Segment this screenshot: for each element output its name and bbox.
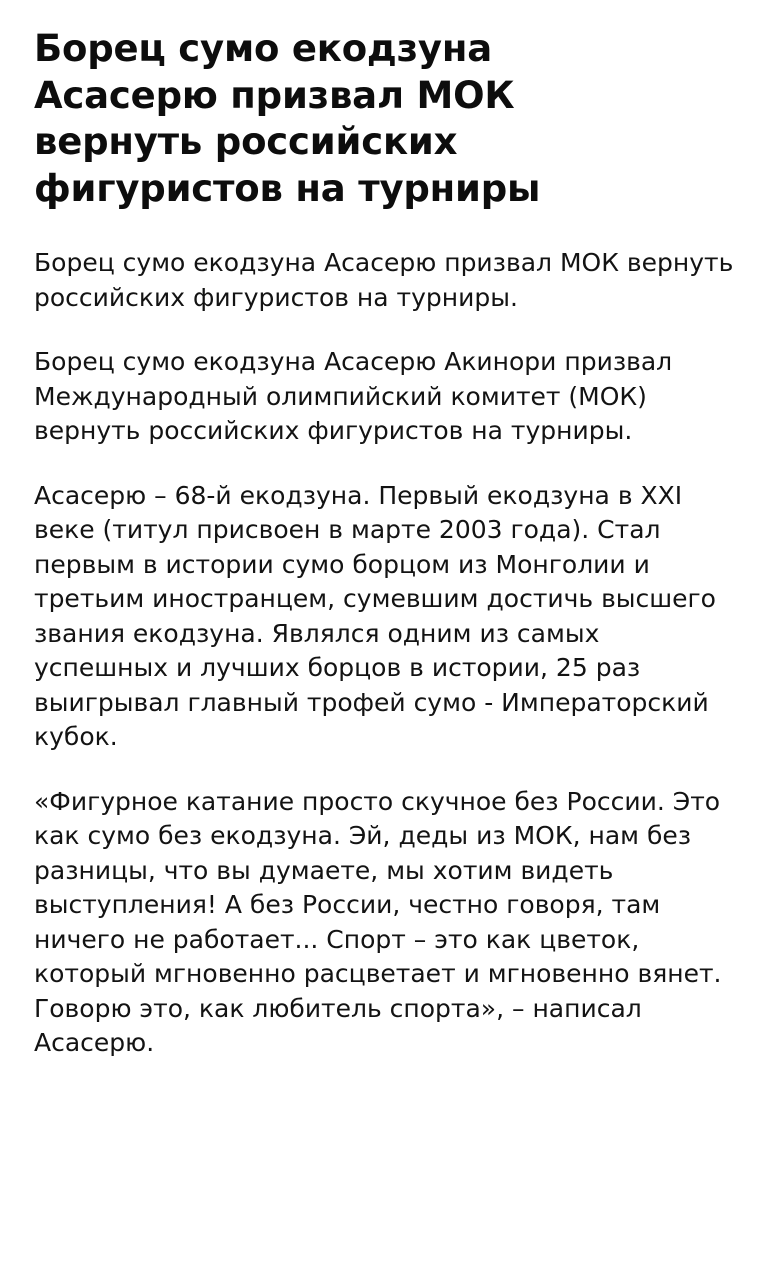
article-paragraph-2: Асасерю – 68-й екодзуна. Первый екодзуна в XXI веке (титул присвоен в марте 2003 года). Стал первым в истории сумо борцом из Монголии и третьим иностранцем, сумевшим достичь высшего звания екодзуна. Являлся одним из самых успешных и лучших борцов в истории, 25 раз выигрывал главный трофей сумо - Императорский кубок.: [34, 480, 716, 752]
page-title: Борец сумо екодзуна Асасерю призвал МОК вернуть российских фигуристов на турниры: [34, 27, 541, 210]
article-paragraph-quote: «Фигурное катание просто скучное без России. Это как сумо без екодзуна. Эй, деды из МОК, нам без разницы, что вы думаете, мы хотим видеть выступления! А без России, честно говоря, там ничего не работает... Спорт – это как цветок, который мгновенно расцветает и мгновенно вянет. Говорю это, как любитель спорта», – написал Асасерю.: [34, 786, 722, 1058]
article-paragraph-1: Борец сумо екодзуна Асасерю Акинори призвал Международный олимпийский комитет (МОК) вернуть российских фигуристов на турниры.: [34, 347, 673, 446]
article-paragraph-lead: Борец сумо екодзуна Асасерю призвал МОК вернуть российских фигуристов на турниры.: [34, 248, 734, 312]
